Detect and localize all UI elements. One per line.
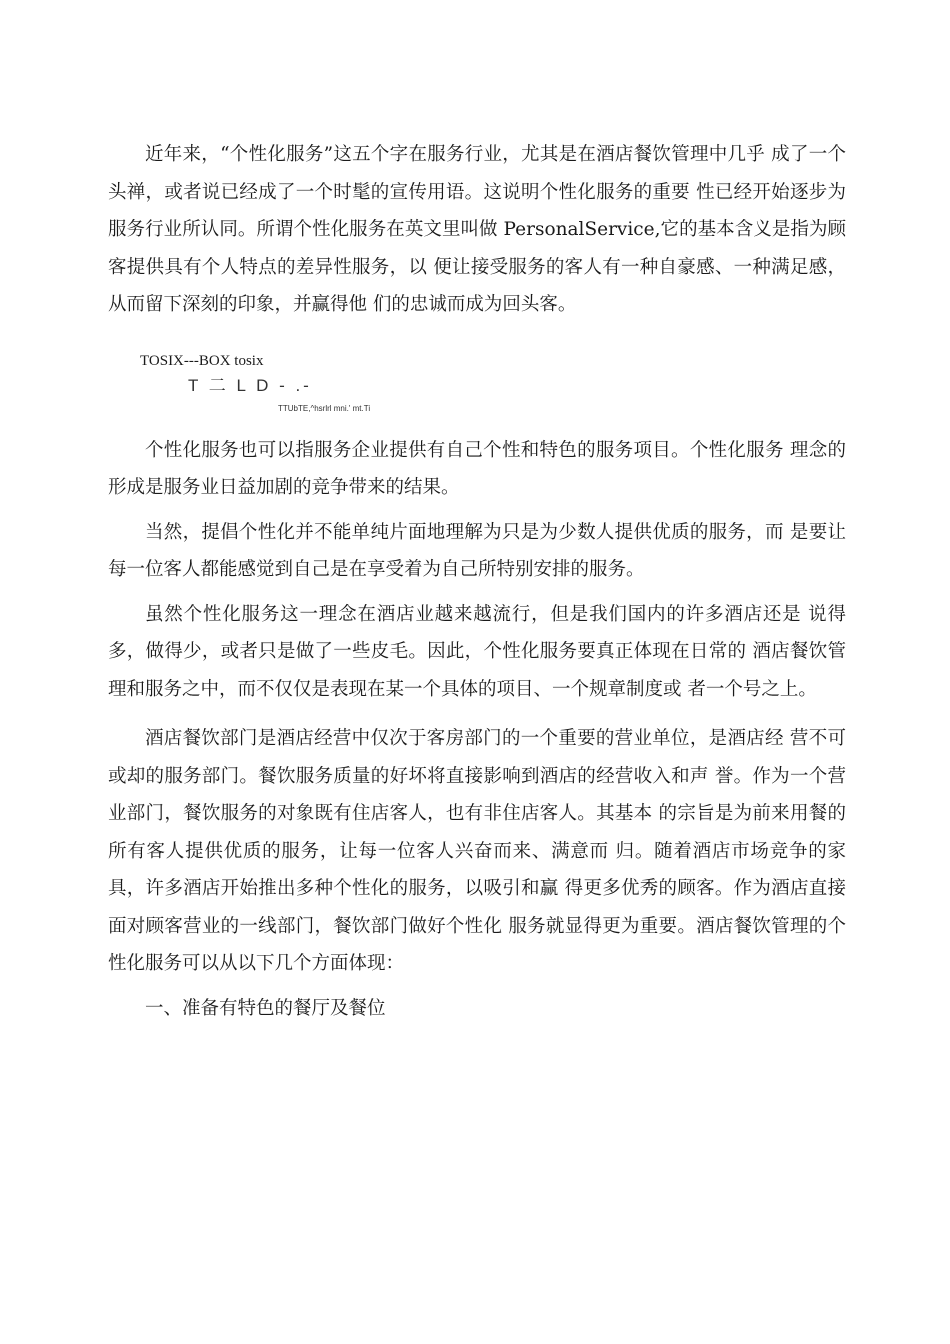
figure-garbled-text: T 二 L D - .- — [188, 375, 312, 395]
paragraph-status: 虽然个性化服务这一理念在酒店业越来越流行，但是我们国内的许多酒店还是 说得多，做得少，或者只是做了一些皮毛。因此，个性化服务要真正体现在日常的 酒店餐饮管理和服务之中，而不仅仅是表现在某一个具体的项目、一个规章制度或 者一个号之上。 — [108, 603, 846, 700]
paragraph-catering: 酒店餐饮部门是酒店经营中仅次于客房部门的一个重要的营业单位，是酒店经 营不可或却的服务部门。餐饮服务质量的好坏将直接影响到酒店的经营收入和声 誉。作为一个营业部门，餐饮服务的对象既有住店客人，也有非住店客人。其基本 的宗旨是为前来用餐的所有客人提供优质的服务，让每一位客人兴奋而来、满意而 归。随着酒店市场竞争的家具，许多酒店开始推出多种个性化的服务，以吸引和赢 得更多优秀的顾客。作为酒店直接面对顾客营业的一线部门，餐饮部门做好个性化 服务就显得更为重要。酒店餐饮管理的个性化服务可以从以下几个方面体现： — [108, 728, 846, 974]
paragraph-definition: 个性化服务也可以指服务企业提供有自己个性和特色的服务项目。个性化服务 理念的形成是服务业日益加剧的竞争带来的结果。 — [108, 439, 846, 498]
section-heading: 一、准备有特色的餐厅及餐位 — [145, 997, 386, 1019]
figure-caption-line: TOSIX---BOX tosix — [140, 352, 264, 369]
figure-small-text: TTUbTE,^hsrlrl mni.' mt.Ti — [278, 403, 371, 413]
document-page — [108, 136, 846, 1027]
paragraph-intro: 近年来，“个性化服务”这五个字在服务行业，尤其是在酒店餐饮管理中几乎 成了一个头禅，或者说已经成了一个时髦的宣传用语。这说明个性化服务的重要 性已经开始逐步为服务行业所认同。所谓个性化服务在英文里叫做 PersonalService,它的基本含义是指为顾客提供具有个人特点的差异性服务，以 便让接受服务的客人有一种自豪感、一种满足感，从而留下深刻的印象，并赢得他 们的忠诚而成为回头客。 — [108, 144, 846, 315]
paragraph-clarification: 当然，提倡个性化并不能单纯片面地理解为只是为少数人提供优质的服务，而 是要让每一位客人都能感觉到自己是在享受着为自己所特别安排的服务。 — [108, 521, 846, 580]
